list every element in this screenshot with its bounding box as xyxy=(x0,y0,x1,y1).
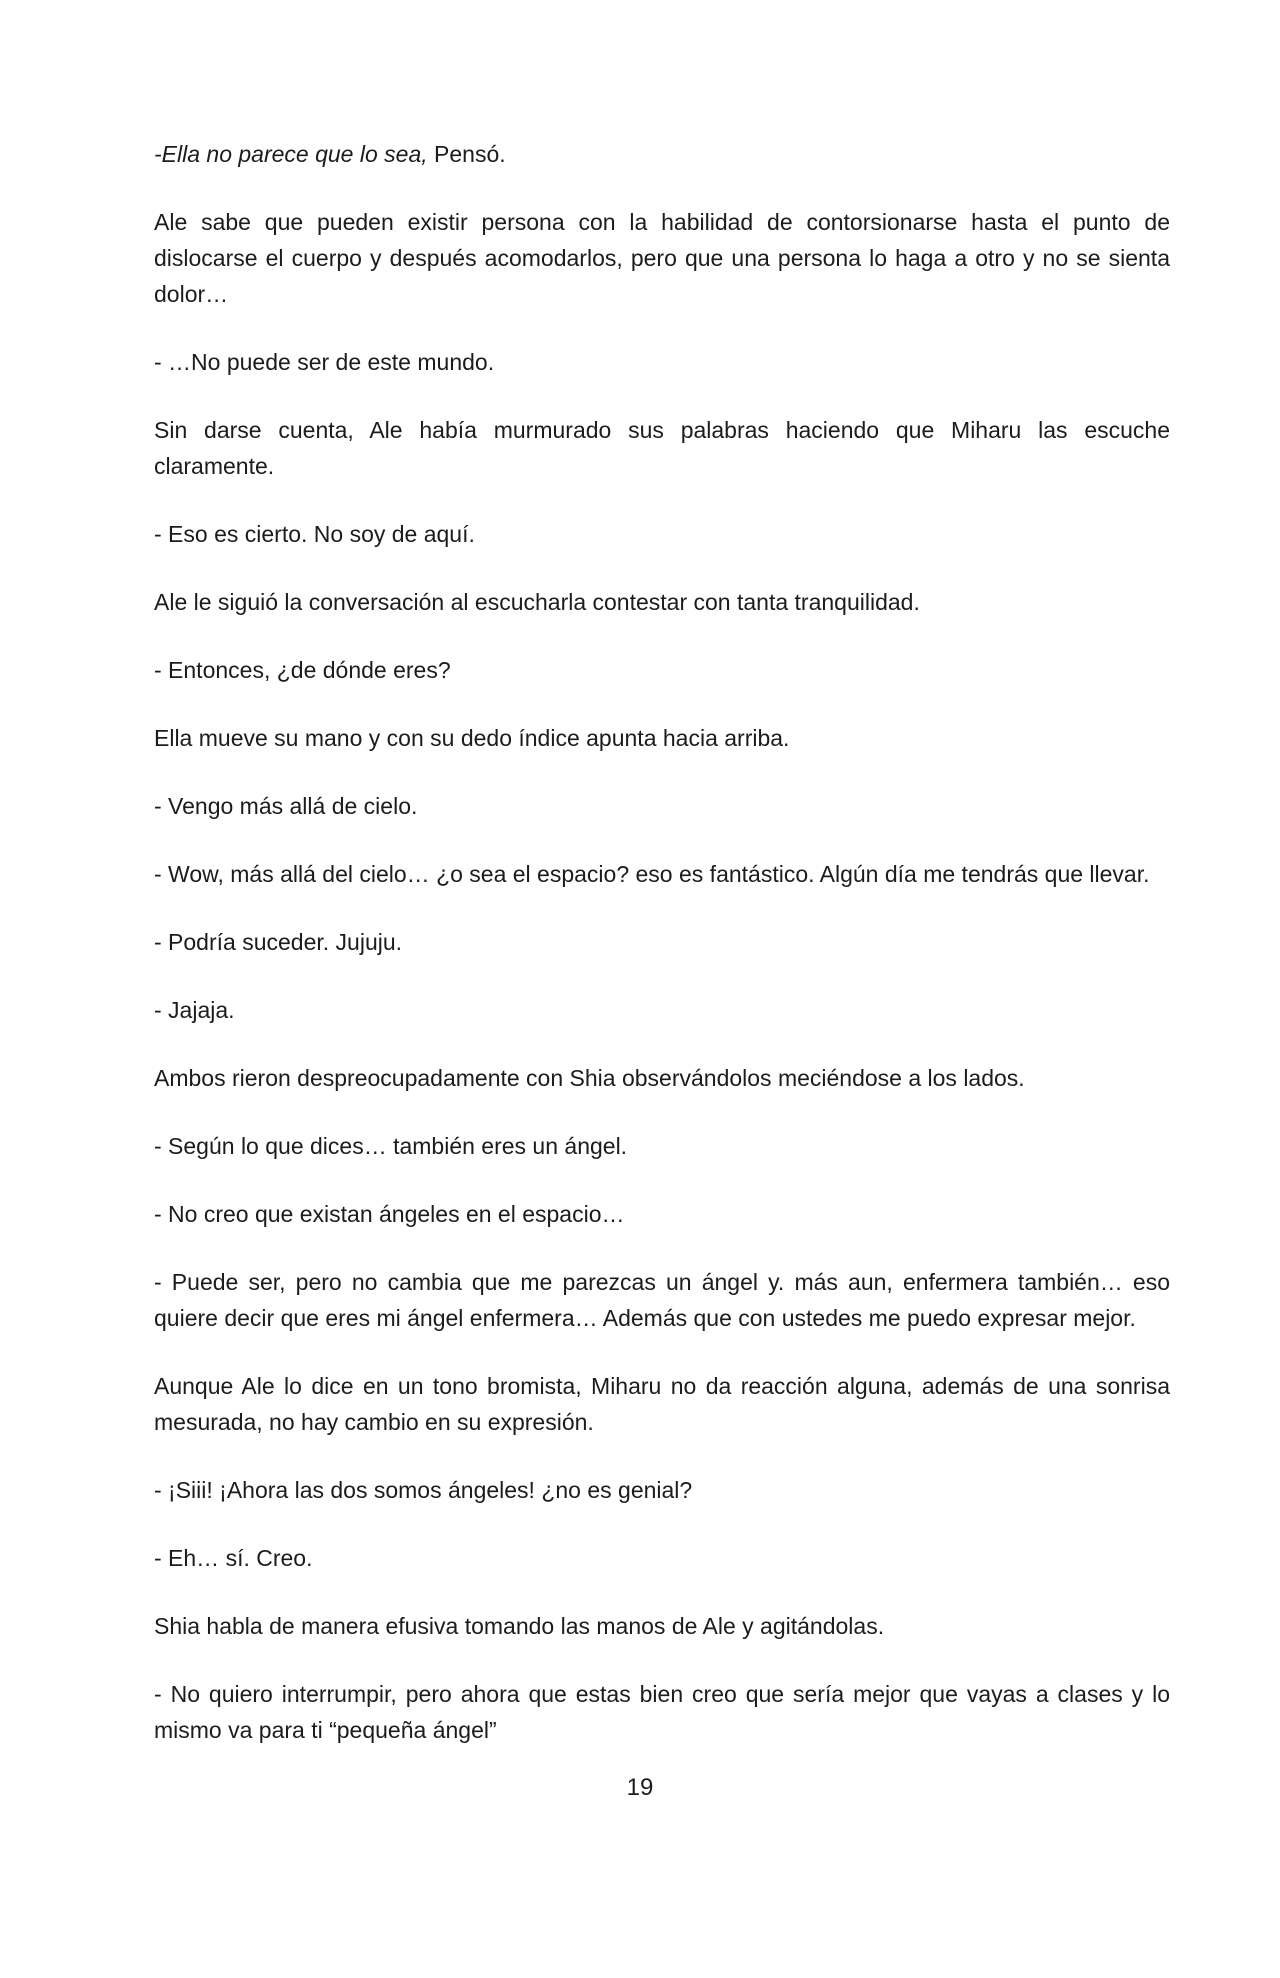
paragraph: - Vengo más allá de cielo. xyxy=(154,793,418,819)
paragraph: - …No puede ser de este mundo. xyxy=(154,349,495,375)
paragraph: - Eso es cierto. No soy de aquí. xyxy=(154,521,475,547)
thought-tag: Pensó. xyxy=(427,141,506,167)
paragraph-thought xyxy=(154,136,1170,172)
paragraph: Aunque Ale lo dice en un tono bromista, Miharu no da reacción alguna, además de una sonrisa mesurada, no hay cambio en su expresión. xyxy=(154,1373,1170,1435)
paragraph: - ¡Siii! ¡Ahora las dos somos ángeles! ¿no es genial? xyxy=(154,1477,693,1503)
page-body xyxy=(154,136,1170,1748)
paragraph: - Podría suceder. Jujuju. xyxy=(154,929,403,955)
paragraph: Ella mueve su mano y con su dedo índice apunta hacia arriba. xyxy=(154,725,790,751)
paragraph: - Según lo que dices… también eres un ángel. xyxy=(154,1133,628,1159)
paragraph: Ambos rieron despreocupadamente con Shia observándolos meciéndose a los lados. xyxy=(154,1065,1025,1091)
paragraph: - Wow, más allá del cielo… ¿o sea el espacio? eso es fantástico. Algún día me tendrás que llevar. xyxy=(154,861,1150,887)
paragraph: - No creo que existan ángeles en el espacio… xyxy=(154,1201,625,1227)
paragraph: - Puede ser, pero no cambia que me parezcas un ángel y. más aun, enfermera también… eso quiere decir que eres mi ángel enfermera… Además que con ustedes me puedo expresar mejor. xyxy=(154,1269,1170,1331)
paragraph: Ale sabe que pueden existir persona con la habilidad de contorsionarse hasta el punto de dislocarse el cuerpo y después acomodarlos, pero que una persona lo haga a otro y no se sienta dolor… xyxy=(154,209,1170,307)
italic-thought: -Ella no parece que lo sea, xyxy=(154,141,428,167)
paragraph: Shia habla de manera efusiva tomando las manos de Ale y agitándolas. xyxy=(154,1613,885,1639)
page-number: 19 xyxy=(626,1774,654,1801)
paragraph: - Jajaja. xyxy=(154,997,235,1023)
paragraph: - Entonces, ¿de dónde eres? xyxy=(154,657,451,683)
paragraph: Ale le siguió la conversación al escucharla contestar con tanta tranquilidad. xyxy=(154,589,920,615)
paragraph: - No quiero interrumpir, pero ahora que estas bien creo que sería mejor que vayas a clases y lo mismo va para ti “pequeña ángel” xyxy=(154,1681,1170,1743)
paragraph: - Eh… sí. Creo. xyxy=(154,1545,313,1571)
paragraph: Sin darse cuenta, Ale había murmurado sus palabras haciendo que Miharu las escuche claramente. xyxy=(154,417,1170,479)
